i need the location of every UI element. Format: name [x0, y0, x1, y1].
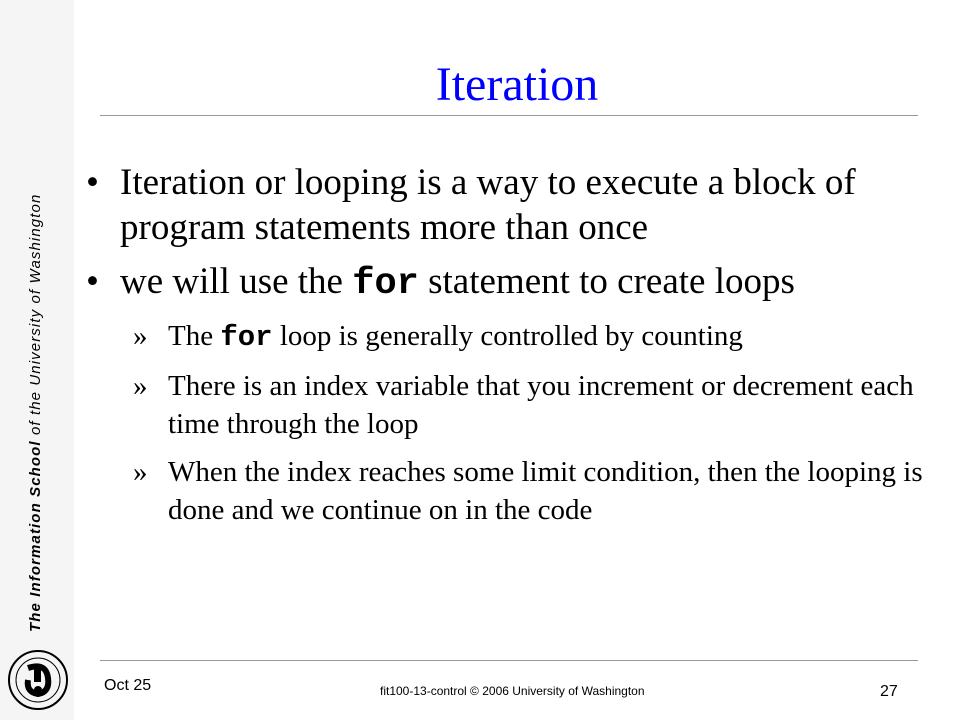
footer-date: Oct 25: [104, 677, 152, 694]
information-school-logo-icon: [6, 648, 70, 712]
subbullet-mark: »: [133, 320, 148, 352]
bullet-item: [78, 160, 938, 250]
subbullet-text: There is an index variable that you increment or decrement each time through the loop: [168, 370, 914, 440]
bullet-mark: •: [86, 261, 99, 302]
subbullet-item: [78, 367, 938, 443]
bullet-mark: •: [86, 162, 99, 203]
subbullet-text-before: The: [168, 320, 221, 352]
slide-body: [78, 160, 938, 529]
sidebar-school-label: [27, 194, 44, 632]
bullet-text-after: statement to create loops: [418, 261, 795, 302]
subbullet-text-after: loop is generally controlled by counting: [272, 320, 743, 352]
subbullet-code: for: [220, 321, 273, 354]
title-divider: [100, 115, 918, 116]
page-number: 27: [880, 683, 898, 700]
subbullet-item: [78, 317, 938, 357]
footer-divider: [100, 660, 918, 661]
bullet-text-before: we will use the: [120, 261, 353, 302]
school-name: The Information School: [27, 440, 44, 632]
university-name: of the University of Washington: [27, 193, 44, 441]
bullet-text: Iteration or looping is a way to execute a block of program statements more than once: [120, 162, 856, 248]
subbullet-mark: »: [133, 456, 148, 488]
subbullet-text: When the index reaches some limit condition, then the looping is done and we continue on in the code: [168, 456, 923, 526]
bullet-code: for: [352, 263, 419, 305]
subbullet-item: [78, 453, 938, 529]
bullet-item: [78, 259, 938, 307]
sidebar: [0, 0, 74, 720]
slide-title: Iteration: [435, 58, 599, 111]
footer-copyright: fit100-13-control © 2006 University of Washington: [380, 684, 645, 698]
subbullet-mark: »: [133, 370, 148, 402]
